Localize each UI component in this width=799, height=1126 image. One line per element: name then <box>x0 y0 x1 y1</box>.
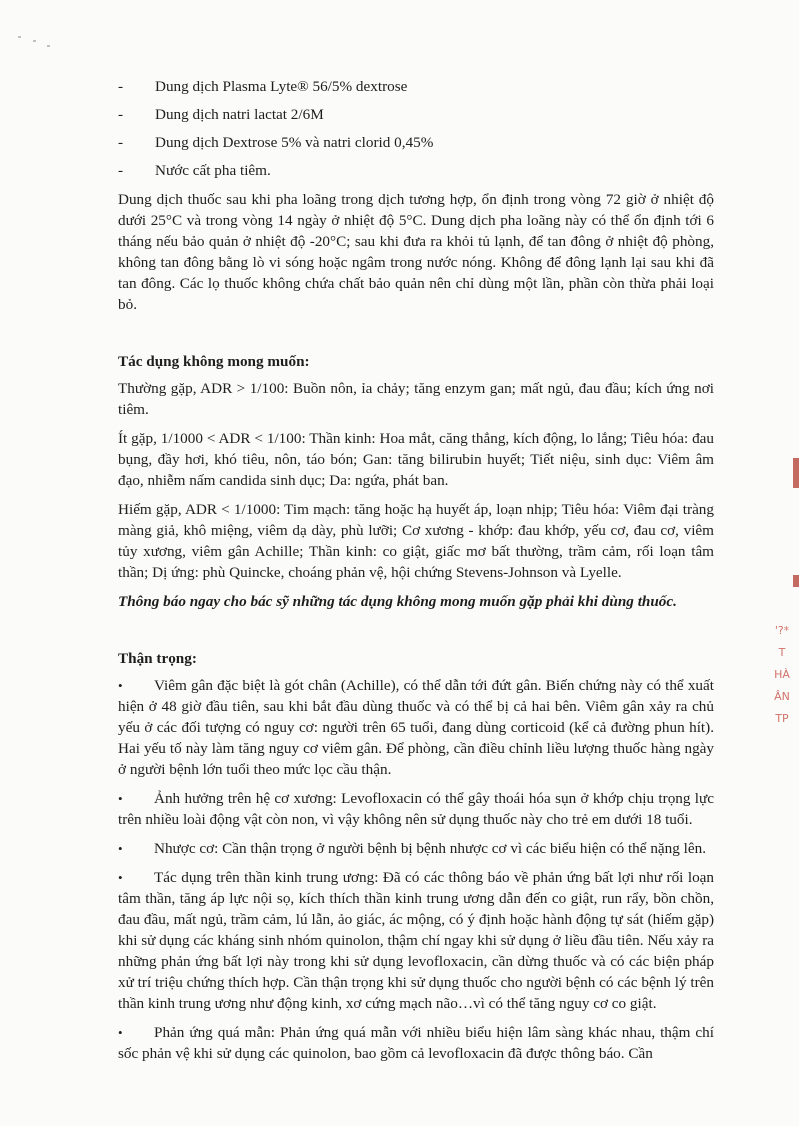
section-spacer <box>118 620 714 648</box>
adverse-common: Thường gặp, ADR > 1/100: Buồn nôn, ỉa chảy; tăng enzym gan; mất ngủ, đau đầu; kích ứng nơi tiêm. <box>118 380 714 418</box>
stamp-fragment-text: ÂN <box>774 690 790 703</box>
dash-marker: - <box>118 106 124 123</box>
bullet-icon: • <box>118 870 123 885</box>
stability-paragraph: Dung dịch thuốc sau khi pha loãng trong dịch tương hợp, ổn định trong vòng 72 giờ ở nhiệt độ dưới 25°C và trong vòng 14 ngày ở nhiệt độ 5°C. Dung dịch pha loãng này có thể ổn định tới 6 tháng nếu bảo quản ở nhiệt độ -20°C; sau khi đưa ra khỏi tủ lạnh, để tan đông ở nhiệt độ phòng, không tan đông bằng lò vi sóng hoặc ngâm trong nước nóng. Không để đông lạnh lại sau khi đã tan đông. Các lọ thuốc không chứa chất bảo quản nên chỉ dùng một lần, phần còn thừa phải loại bỏ. <box>118 191 714 313</box>
precaution-item <box>118 788 714 830</box>
list-item-text: Nước cất pha tiêm. <box>155 162 271 179</box>
stamp-edge-fragment <box>769 620 795 730</box>
section-spacer <box>118 323 714 351</box>
dash-marker: - <box>118 78 124 95</box>
scan-speck <box>18 36 21 38</box>
precaution-item <box>118 1022 714 1064</box>
stamp-fragment-text: TP <box>775 712 789 725</box>
list-item <box>118 104 714 125</box>
document-body <box>118 76 714 1072</box>
bullet-icon: • <box>118 841 123 856</box>
adverse-warning: Thông báo ngay cho bác sỹ những tác dụng không mong muốn gặp phải khi dùng thuốc. <box>118 593 677 610</box>
stamp-fragment-text: T <box>778 646 786 659</box>
list-item-text: Dung dịch natri lactat 2/6M <box>155 106 324 123</box>
list-item-text: Dung dịch Dextrose 5% và natri clorid 0,45% <box>155 134 434 151</box>
stamp-fragment-text: '?* <box>774 624 790 637</box>
scan-speck <box>47 45 50 47</box>
dash-marker: - <box>118 162 124 179</box>
stamp-fragment-text: HÀ <box>774 668 790 681</box>
precaution-text: Ảnh hưởng trên hệ cơ xương: Levofloxacin có thể gây thoái hóa sụn ở khớp chịu trọng lực trên nhiều loài động vật còn non, vì vậy không nên sử dụng thuốc này cho trẻ em dưới 18 tuổi. <box>118 790 714 828</box>
precaution-item <box>118 867 714 1014</box>
precaution-text: Nhược cơ: Cần thận trọng ở người bệnh bị bệnh nhược cơ vì các biểu hiện có thể nặng lên. <box>154 840 706 857</box>
dash-marker: - <box>118 134 124 151</box>
list-item <box>118 76 714 97</box>
adverse-rare: Hiếm gặp, ADR < 1/1000: Tim mạch: tăng hoặc hạ huyết áp, loạn nhịp; Tiêu hóa: Viêm đại tràng màng giả, khô miệng, viêm dạ dày, phù lưỡi; Cơ xương - khớp: đau khớp, yếu cơ, đau cơ, viêm tủy xương, viêm gân Achille; Thần kinh: co giật, giấc mơ bất thường, trầm cảm, rối loạn tâm thần; Dị ứng: phù Quincke, choáng phản vệ, hội chứng Stevens-Johnson và Lyelle. <box>118 501 714 581</box>
diluent-list <box>118 76 714 181</box>
stamp-edge-mark <box>793 575 799 587</box>
scan-speck <box>33 40 36 42</box>
list-item <box>118 160 714 181</box>
precaution-item <box>118 838 714 859</box>
precautions-list <box>118 675 714 1064</box>
precautions-heading: Thận trọng: <box>118 650 197 667</box>
precaution-text: Tác dụng trên thần kinh trung ương: Đã có các thông báo về phản ứng bất lợi như rối loạn tâm thần, tăng áp lực nội sọ, kích thích thần kinh trung ương dẫn đến co giật, run rẩy, bồn chồn, đau đầu, mất ngủ, trầm cảm, lú lẫn, ảo giác, ác mộng, có ý định hoặc hành động tự sát (hiếm gặp) khi sử dụng các kháng sinh nhóm quinolon, thậm chí ngay khi sử dụng ở liều đầu tiên. Nếu xảy ra những phản ứng bất lợi này trong khi sử dụng levofloxacin, cần dừng thuốc và có các biện pháp xử trí triệu chứng thích hợp. Cần thận trọng khi sử dụng thuốc cho người bệnh có các bệnh lý trên thần kinh trung ương như động kinh, xơ cứng mạch não…vì có thể tăng nguy cơ co giật. <box>118 869 714 1012</box>
precaution-text: Viêm gân đặc biệt là gót chân (Achille), có thể dẫn tới đứt gân. Biến chứng này có thể xuất hiện ở 48 giờ đầu tiên, sau khi bắt đầu dùng thuốc và có thể bị cả hai bên. Viêm gân xảy ra chủ yếu ở các đối tượng có nguy cơ: người trên 65 tuổi, đang dùng corticoid (kể cả đường phun hít). Hai yếu tố này làm tăng nguy cơ viêm gân. Để phòng, cần điều chỉnh liều lượng thuốc hàng ngày ở người bệnh lớn tuổi theo mức lọc cầu thận. <box>118 677 714 778</box>
stamp-edge-mark <box>793 458 799 488</box>
list-item-text: Dung dịch Plasma Lyte® 56/5% dextrose <box>155 78 408 95</box>
adverse-effects-heading: Tác dụng không mong muốn: <box>118 353 310 370</box>
bullet-icon: • <box>118 791 123 806</box>
adverse-uncommon: Ít gặp, 1/1000 < ADR < 1/100: Thần kinh: Hoa mắt, căng thẳng, kích động, lo lắng; Tiêu hóa: đau bụng, đầy hơi, khó tiêu, nôn, táo bón; Gan: tăng bilirubin huyết; Tiết niệu, sinh dục: Viêm âm đạo, nhiễm nấm candida sinh dục; Da: ngứa, phát ban. <box>118 430 714 489</box>
list-item <box>118 132 714 153</box>
precaution-item <box>118 675 714 780</box>
bullet-icon: • <box>118 678 123 693</box>
bullet-icon: • <box>118 1025 123 1040</box>
precaution-text: Phản ứng quá mẫn: Phản ứng quá mẫn với nhiều biểu hiện lâm sàng khác nhau, thậm chí sốc phản vệ khi sử dụng các quinolon, bao gồm cả levofloxacin đã được thông báo. Cần <box>118 1024 714 1062</box>
